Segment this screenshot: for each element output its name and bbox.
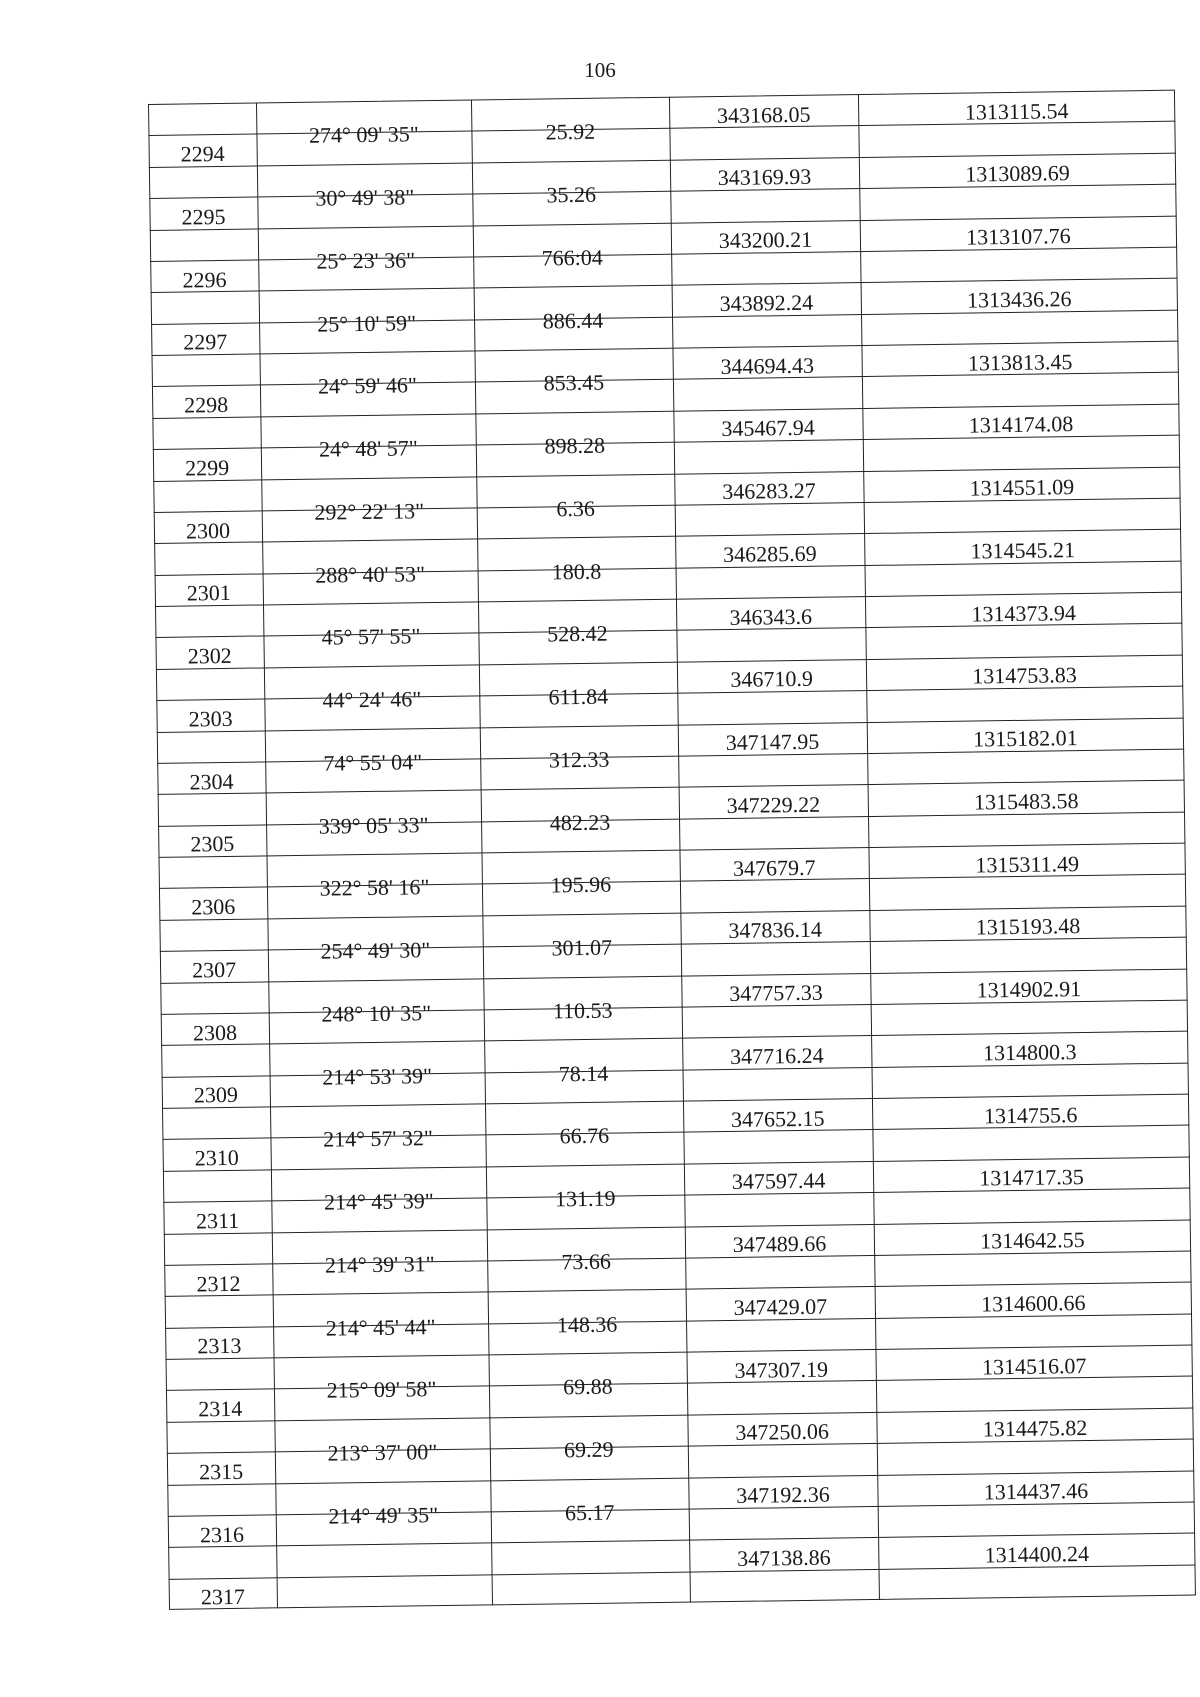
easting-cell: 1314174.08 bbox=[968, 411, 1074, 439]
easting-cell: 1314753.83 bbox=[972, 662, 1077, 689]
northing-cell: 346343.6 bbox=[729, 603, 813, 630]
distance-cell: 195.96 bbox=[550, 871, 612, 898]
northing-cell: 346283.27 bbox=[722, 477, 816, 505]
northing-cell: 343892.24 bbox=[719, 289, 814, 316]
distance-cell: 180.8 bbox=[551, 558, 602, 585]
easting-cell: 1315182.01 bbox=[973, 725, 1078, 752]
easting-cell: 1314755.6 bbox=[983, 1101, 1078, 1129]
station-id-cell: 2306 bbox=[191, 893, 236, 920]
northing-cell: 347489.66 bbox=[732, 1230, 827, 1258]
station-id-cell: 2304 bbox=[189, 768, 234, 795]
northing-cell: 343168.05 bbox=[716, 101, 811, 128]
bearing-cell: 215° 09' 58" bbox=[326, 1376, 437, 1404]
distance-cell: 766:04 bbox=[541, 244, 603, 271]
easting-cell: 1314400.24 bbox=[984, 1540, 1090, 1568]
distance-cell: 886.44 bbox=[542, 307, 604, 334]
northing-cell: 344694.43 bbox=[720, 352, 815, 379]
distance-cell: 528.42 bbox=[547, 621, 608, 647]
northing-cell: 347250.06 bbox=[735, 1419, 830, 1446]
station-id-cell: 2311 bbox=[195, 1207, 240, 1234]
station-id-cell: 2296 bbox=[182, 266, 227, 293]
northing-cell: 347138.86 bbox=[736, 1544, 831, 1571]
survey-coordinates-table bbox=[148, 90, 1196, 1610]
distance-cell: 110.53 bbox=[552, 997, 613, 1024]
station-id-cell: 2307 bbox=[191, 956, 237, 983]
bearing-cell: 339° 05' 33" bbox=[318, 811, 429, 839]
distance-cell: 482.23 bbox=[549, 809, 611, 836]
bearing-cell: 213° 37' 00" bbox=[327, 1439, 438, 1466]
station-id-cell: 2305 bbox=[190, 831, 235, 857]
distance-cell: 301.07 bbox=[551, 934, 613, 961]
distance-cell: 35.26 bbox=[546, 181, 597, 208]
bearing-cell: 74° 55' 04" bbox=[323, 749, 423, 776]
easting-cell: 1314545.21 bbox=[970, 537, 1076, 564]
distance-cell: 148.36 bbox=[556, 1311, 618, 1338]
distance-cell: 611.84 bbox=[548, 683, 609, 710]
bearing-cell: 25° 10' 59" bbox=[317, 309, 417, 337]
bearing-cell: 214° 39' 31" bbox=[324, 1250, 435, 1278]
station-id-cell: 2294 bbox=[180, 140, 225, 167]
northing-cell: 347229.22 bbox=[726, 791, 821, 818]
bearing-cell: 45° 57' 55" bbox=[321, 623, 421, 651]
northing-cell: 347192.36 bbox=[736, 1481, 830, 1509]
bearing-cell: 214° 57' 32" bbox=[322, 1125, 434, 1153]
bearing-cell: 288° 40' 53" bbox=[315, 560, 426, 588]
station-id-cell: 2314 bbox=[198, 1395, 243, 1422]
bearing-cell: 24° 59' 46" bbox=[317, 372, 418, 400]
easting-cell: 1314600.66 bbox=[980, 1289, 1086, 1317]
easting-cell: 1314551.09 bbox=[969, 474, 1075, 501]
northing-cell: 347716.24 bbox=[729, 1042, 824, 1069]
distance-cell: 66.76 bbox=[559, 1123, 610, 1149]
northing-cell: 347597.44 bbox=[731, 1168, 826, 1195]
easting-cell: 1315311.49 bbox=[975, 850, 1080, 878]
bearing-cell: 44° 24' 46" bbox=[322, 686, 422, 713]
station-id-cell: 2303 bbox=[188, 705, 233, 732]
station-id-cell: 2312 bbox=[196, 1270, 241, 1296]
northing-cell: 346285.69 bbox=[722, 540, 817, 567]
station-id-cell: 2299 bbox=[184, 454, 230, 481]
northing-cell: 346710.9 bbox=[730, 666, 814, 693]
distance-cell: 6.36 bbox=[556, 495, 596, 522]
distance-cell: 853.45 bbox=[543, 370, 605, 396]
station-id-cell: 2313 bbox=[197, 1333, 242, 1359]
easting-cell: 1314902.91 bbox=[976, 976, 1082, 1003]
northing-cell: 347679.7 bbox=[732, 854, 816, 881]
station-id-cell: 2297 bbox=[183, 329, 228, 355]
bearing-cell: 214° 45' 39" bbox=[323, 1188, 434, 1215]
northing-cell: 347757.33 bbox=[729, 979, 823, 1007]
station-id-cell: 2302 bbox=[187, 642, 232, 669]
easting-cell: 1314642.55 bbox=[980, 1227, 1085, 1254]
bearing-cell: 214° 49' 35" bbox=[328, 1501, 439, 1529]
station-id-cell: 2301 bbox=[186, 580, 232, 606]
station-id-cell: 2308 bbox=[192, 1019, 238, 1046]
easting-cell: 1313089.69 bbox=[965, 160, 1070, 188]
station-id-cell: 2298 bbox=[184, 391, 229, 418]
bearing-cell: 214° 53' 39" bbox=[322, 1062, 433, 1090]
station-id-cell: 2309 bbox=[193, 1082, 239, 1108]
page-number: 106 bbox=[584, 58, 616, 82]
easting-cell: 1314717.35 bbox=[979, 1164, 1084, 1191]
easting-cell: 1314437.46 bbox=[983, 1478, 1089, 1505]
easting-cell: 1314373.94 bbox=[971, 599, 1077, 627]
easting-cell: 1314800.3 bbox=[982, 1039, 1077, 1066]
easting-cell: 1314475.82 bbox=[982, 1415, 1088, 1442]
bearing-cell: 248° 10' 35" bbox=[321, 1000, 432, 1027]
bearing-cell: 25° 23' 36" bbox=[316, 247, 416, 274]
easting-cell: 1313115.54 bbox=[964, 97, 1069, 125]
easting-cell: 1313107.76 bbox=[966, 223, 1071, 250]
easting-cell: 1314516.07 bbox=[981, 1352, 1087, 1380]
bearing-cell: 322° 58' 16" bbox=[319, 874, 430, 902]
station-id-cell: 2316 bbox=[199, 1521, 245, 1547]
distance-cell: 25.92 bbox=[545, 119, 596, 145]
distance-cell: 312.33 bbox=[548, 746, 610, 773]
distance-cell: 69.88 bbox=[563, 1374, 613, 1400]
distance-cell: 131.19 bbox=[554, 1185, 616, 1212]
easting-cell: 1315193.48 bbox=[975, 913, 1081, 940]
distance-cell: 65.17 bbox=[564, 1499, 615, 1526]
distance-cell: 73.66 bbox=[561, 1248, 612, 1275]
distance-cell: 78.14 bbox=[558, 1060, 609, 1086]
northing-cell: 343169.93 bbox=[717, 164, 812, 191]
northing-cell: 347836.14 bbox=[728, 917, 823, 944]
northing-cell: 345467.94 bbox=[721, 415, 816, 442]
station-id-cell: 2310 bbox=[194, 1144, 239, 1171]
easting-cell: 1313436.26 bbox=[966, 286, 1072, 313]
bearing-cell: 292° 22' 13" bbox=[314, 498, 425, 525]
station-id-cell: 2300 bbox=[185, 517, 231, 544]
bearing-cell: 30° 49' 38" bbox=[315, 184, 415, 211]
bearing-cell: 24° 48' 57" bbox=[318, 435, 418, 462]
northing-cell: 347429.07 bbox=[733, 1293, 828, 1320]
easting-cell: 1315483.58 bbox=[973, 788, 1079, 815]
distance-cell: 69.29 bbox=[563, 1436, 614, 1463]
northing-cell: 347652.15 bbox=[730, 1105, 825, 1132]
bearing-cell: 214° 45' 44" bbox=[325, 1313, 436, 1341]
easting-cell: 1313813.45 bbox=[967, 348, 1073, 376]
bearing-cell: 274° 09' 35" bbox=[308, 121, 419, 149]
distance-cell: 898.28 bbox=[544, 432, 606, 459]
northing-cell: 347147.95 bbox=[725, 728, 820, 756]
station-id-cell: 2315 bbox=[198, 1458, 244, 1485]
bearing-cell: 254° 49' 30" bbox=[320, 937, 431, 964]
northing-cell: 347307.19 bbox=[734, 1356, 829, 1383]
northing-cell: 343200.21 bbox=[718, 226, 813, 254]
station-id-cell: 2317 bbox=[200, 1584, 246, 1610]
station-id-cell: 2295 bbox=[181, 203, 226, 230]
